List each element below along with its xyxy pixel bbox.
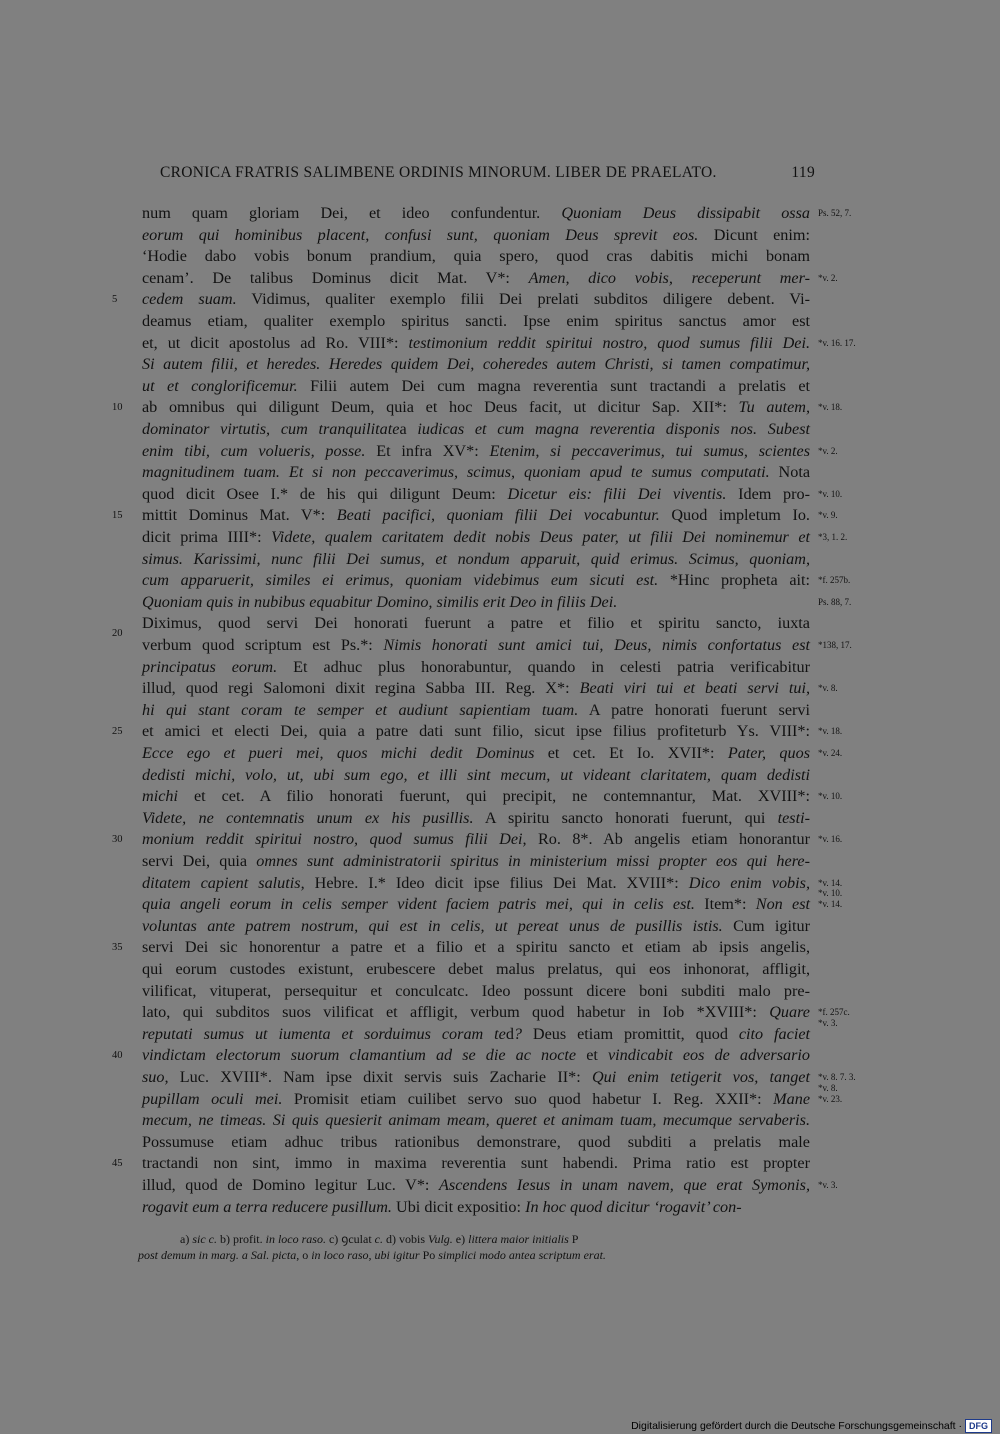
text-line: [142, 310, 810, 332]
text-run: magnitudinem tuam. Et si non peccaverimus, scimus, quoniam apud te sumus computati.: [142, 463, 770, 482]
text-run: et cet. A filio honorati fuerunt, qui precipit, ne contemnantur, Mat. XVIII*:: [177, 787, 810, 806]
text-line: [142, 245, 810, 267]
text-run: reputati sumus ut iumenta et sorduimus coram te: [142, 1024, 506, 1043]
text-line: [142, 224, 810, 246]
margin-reference: *v. 23.: [818, 1093, 843, 1104]
margin-reference: *138, 17.: [818, 640, 852, 650]
text-line: [142, 656, 810, 678]
margin-reference: *v. 3.: [818, 1018, 838, 1028]
digitization-credit: [631, 1419, 992, 1433]
text-run: d: [505, 1024, 514, 1043]
margin-reference: *v. 10.: [818, 791, 843, 802]
credit-text: Digitalisierung gefördert durch die Deutsche Forschungsgemeinschaft ·: [631, 1420, 962, 1432]
text-run: cedem suam.: [142, 290, 237, 309]
text-run: Ys. VIII*:: [726, 722, 810, 741]
margin-reference: *v. 16.: [818, 834, 843, 845]
line-number: 20: [112, 628, 123, 640]
text-run: ut et conglorificemur.: [142, 376, 298, 395]
text-run: Item*:: [694, 895, 756, 914]
line-number: 45: [112, 1158, 123, 1170]
text-run: Etenim, si peccaverimus, tui sumus, scientes: [489, 441, 810, 460]
margin-reference: Ps. 88, 7.: [818, 596, 852, 607]
text-line: [142, 807, 810, 829]
text-line: [142, 850, 810, 872]
text-run: deamus etiam, qualiter exemplo spiritus sancti. Ipse enim spiritus sanctus amor est: [142, 312, 810, 330]
text-run: Luc. XVIII*. Nam ipse dixit servis suis Zacharie II*:: [168, 1068, 592, 1086]
text-line: [142, 958, 810, 980]
text-run: quod dicit Osee I.* de his qui diligunt Deum:: [142, 484, 508, 503]
text-run: A spiritu sancto honorati fuerunt, qui: [473, 808, 778, 827]
margin-reference: *v. 2.: [818, 445, 838, 456]
text-run: cito faciet: [738, 1024, 810, 1043]
text-run: Quod impletum Io.: [659, 506, 810, 525]
text-line: [142, 634, 810, 656]
text-run: Videte, ne contemnatis unum ex his pusillis.: [142, 808, 474, 827]
text-run: servi Dei sic honorentur a patre et a filio et a spiritu sancto et etiam ab ipsis angelis,: [142, 938, 810, 957]
text-run: et cet. Et Io. XVII*:: [534, 744, 728, 762]
text-run: Tu autem,: [738, 398, 810, 417]
text-line: [142, 483, 810, 505]
text-run: Qui enim tetigerit vos, tanget: [591, 1068, 810, 1086]
text-run: Ro. 8*. Ab angelis etiam honorantur: [526, 830, 810, 849]
text-line: [142, 288, 810, 310]
text-run: suo,: [142, 1068, 169, 1086]
running-title: CRONICA FRATRIS SALIMBENE ORDINIS MINORUM. LIBER DE PRAELATO.: [160, 164, 717, 181]
margin-reference: *v. 24.: [818, 748, 843, 758]
text-run: c: [457, 981, 465, 1000]
text-run: ab omnibus qui diligunt Deum, quia et hoc Deus facit, ut dicitur Sap. XII*:: [142, 398, 739, 417]
text-run: c.: [374, 1232, 383, 1246]
text-run: num quam gloriam Dei, et ideo confundentur.: [142, 204, 562, 222]
text-line: [142, 677, 810, 699]
text-run: Beati viri tui et beati servi tui,: [579, 679, 810, 698]
text-run: Deus etiam promittit, quod: [522, 1024, 739, 1043]
text-run: dicit prima IIII*:: [142, 528, 272, 546]
margin-reference: *v. 10.: [818, 888, 843, 899]
text-line: [142, 872, 810, 894]
text-line: [142, 1066, 810, 1088]
text-run: b: [718, 722, 727, 741]
text-run: Cum igitur: [722, 916, 810, 935]
text-line: [142, 332, 810, 354]
text-run: Ecce ego et pueri mei, quos michi dedit Dominus: [142, 744, 535, 762]
text-run: principatus eorum.: [142, 657, 278, 676]
text-run: c) ꝯculat: [325, 1232, 375, 1246]
text-run: Non est: [755, 895, 810, 914]
text-run: Nota: [769, 463, 810, 482]
text-run: Dico enim vobis,: [688, 873, 810, 892]
text-run: hi qui stant coram te semper et audiunt sapientiam tuam.: [142, 700, 579, 719]
text-line: [142, 720, 810, 742]
text-run: et: [576, 1046, 608, 1065]
text-run: a): [180, 1232, 193, 1246]
text-run: voluntas ante patrem nostrum, qui est in celis, ut pereat unus de pusillis istis.: [142, 916, 723, 935]
text-run: Quoniam quis in nubibus equabitur Domino, similis erit Deo in filiis Dei.: [142, 592, 618, 611]
text-line: [142, 548, 810, 570]
text-run: cum apparuerit, similes ei erimus, quoniam videbimus eum sicuti est.: [142, 571, 659, 590]
text-line: [142, 1001, 810, 1023]
text-run: post demum in marg. a Sal. picta,: [138, 1248, 303, 1262]
text-run: illud, quod regi Salomoni dixit regina Sabba III. Reg. X*:: [142, 679, 580, 698]
text-run: Et infra XV*:: [365, 441, 490, 460]
margin-reference: *v. 8.: [818, 1082, 838, 1093]
text-run: Quare: [769, 1003, 810, 1022]
text-run: b) profit.: [216, 1232, 266, 1246]
text-line: [142, 980, 810, 1002]
margin-reference: *v. 3.: [818, 1180, 838, 1190]
text-run: rogavit eum a terra reducere pusillum.: [142, 1197, 392, 1216]
text-run: Dicetur eis: filii Dei viventis.: [507, 484, 727, 503]
text-run: cenam’. De talibus Dominus dicit Mat. V*:: [142, 268, 529, 287]
text-line: [142, 418, 810, 440]
text-run: vindictam electorum suorum clamantium ad se die ac nocte: [142, 1046, 577, 1065]
text-line: [142, 504, 810, 526]
text-run: dedisti michi, volo, ut, ubi sum ego, et illi sint mecum, ut videant claritatem, quam dedisti: [142, 765, 810, 784]
text-run: P: [568, 1232, 579, 1246]
margin-reference: *v. 14.: [818, 877, 843, 888]
text-run: ?: [513, 1024, 523, 1043]
text-run: e): [452, 1232, 469, 1246]
line-number: 40: [112, 1050, 123, 1062]
text-run: Possumus: [142, 1132, 207, 1151]
text-run: ditatem capient salutis,: [142, 873, 305, 892]
text-run: *Hinc propheta ait:: [658, 571, 810, 590]
footnote-line: [180, 1230, 578, 1247]
running-header: [160, 164, 815, 182]
text-run: illud, quod de Domino legitur Luc. V*:: [142, 1176, 439, 1194]
line-number: 10: [112, 402, 123, 414]
text-run: Idem pro-: [726, 484, 811, 503]
text-run: Vulg.: [428, 1232, 453, 1246]
text-run: eorum qui hominibus placent, confusi sunt, quoniam Deus sprevit eos.: [142, 225, 699, 244]
margin-reference: *v. 16. 17.: [818, 337, 856, 348]
text-run: etiam adhuc tribus rationibus demonstrare, quod subditi a prelatis male: [213, 1132, 810, 1151]
text-line: [142, 1023, 810, 1045]
text-run: mecum, ne timeas. Si quis quesierit animam meam, queret et animam tuam, mecumque servaberis.: [142, 1111, 810, 1130]
text-run: Ascendens Iesus in unam navem, que erat Symonis,: [439, 1176, 810, 1194]
text-run: Filii autem Dei cum magna reverentia sunt tractandi a prelatis et: [297, 376, 811, 395]
text-run: qui eorum custodes existunt, erubescere debet malus prelatus, qui eos inhonorat, affligit,: [142, 960, 810, 978]
text-run: Promisit etiam cuilibet servo suo quod habetur I. Reg. XXII*:: [282, 1089, 774, 1108]
text-run: pupillam oculi mei.: [142, 1089, 283, 1108]
line-number: 5: [112, 294, 118, 306]
text-run: simplici modo antea scriptum erat.: [438, 1248, 606, 1262]
text-line: [142, 461, 810, 483]
text-line: [142, 828, 810, 850]
text-run: A patre honorati fuerunt servi: [578, 700, 810, 719]
text-run: Pater, quos: [727, 744, 810, 762]
margin-reference: *3, 1. 2.: [818, 532, 848, 542]
text-line: [142, 936, 810, 958]
text-line: [142, 785, 810, 807]
text-run: enim tibi, cum volueris, posse.: [142, 441, 366, 460]
text-run: Si autem filii, et heredes. Heredes quidem Dei, coheredes autem Christi, si tamen compatimur,: [142, 355, 810, 374]
text-line: [142, 1131, 810, 1153]
text-run: littera maior initialis: [468, 1232, 569, 1246]
text-line: [142, 267, 810, 289]
text-line: [142, 353, 810, 375]
text-run: vilificat, vituperat, persequitur et conculcat: [142, 981, 458, 1000]
margin-reference: *f. 257c.: [818, 1007, 850, 1018]
text-line: [142, 440, 810, 462]
text-line: [142, 1152, 810, 1174]
text-run: Et adhuc plus honorabuntur, quando in celesti patria verificabitur: [277, 657, 810, 676]
text-run: et amici et electi Dei, quia a patre dati sunt filio, sicut ipse filius profitetur: [142, 722, 719, 741]
text-run: iudicas et cum magna reverentia disponis nos. Subest: [406, 420, 810, 438]
text-run: Po: [422, 1248, 439, 1262]
margin-reference: Ps. 52, 7.: [818, 208, 852, 218]
text-line: [142, 202, 810, 224]
text-line: [142, 569, 810, 591]
text-run: simus. Karissimi, nunc filii Dei sumus, et nondum apparuit, quid erimus. Scimus, quoniam,: [142, 549, 810, 568]
text-run: ‘Hodie dabo vobis bonum prandium, quia spero, quod cras dabitis michi bonam: [142, 247, 810, 266]
text-line: [142, 742, 810, 764]
text-line: [142, 699, 810, 721]
text-run: michi: [142, 787, 178, 806]
page-number: 119: [791, 164, 815, 181]
text-run: monium reddit spiritui nostro, quod sumus filii Dei,: [142, 830, 527, 849]
text-run: mittit Dominus Mat. V*:: [142, 506, 337, 525]
margin-reference: *v. 14.: [818, 899, 843, 910]
text-run: dominator virtutis, cum tranquilitate: [142, 420, 400, 438]
text-run: d) vobis: [383, 1232, 428, 1246]
footnote-line: [138, 1248, 606, 1263]
text-run: Nimis honorati sunt amici tui, Deus, nimis confortatus est: [383, 636, 810, 654]
text-line: [142, 375, 810, 397]
text-run: testi-: [777, 808, 810, 827]
text-run: Hebre. I.* Ideo dicit ipse filius Dei Mat. XVIII*:: [304, 873, 689, 892]
text-run: omnes sunt administratorii spiritus in ministerium missi propter eos qui here-: [256, 852, 810, 870]
text-line: [142, 1109, 810, 1131]
text-run: in loco raso.: [265, 1232, 326, 1246]
text-line: [142, 591, 810, 613]
margin-reference: *f. 257b.: [818, 575, 851, 586]
text-run: sic c.: [192, 1232, 217, 1246]
text-run: testimonium reddit spiritui nostro, quod sumus filii Dei.: [408, 333, 810, 352]
text-run: a: [399, 420, 407, 438]
line-number: 35: [112, 942, 123, 954]
text-line: [142, 612, 810, 634]
line-number: 30: [112, 834, 123, 846]
text-line: [142, 526, 810, 548]
text-line: [142, 764, 810, 786]
text-run: Vidimus, qualiter exemplo filii Dei prelati subditos diligere debent. Vi-: [236, 290, 810, 309]
dfg-logo: DFG: [965, 1419, 992, 1433]
text-line: [142, 915, 810, 937]
text-line: [142, 396, 810, 418]
text-run: servi Dei, quia: [142, 852, 257, 870]
text-run: In hoc quod dicitur ‘rogavit’ con-: [525, 1197, 742, 1216]
margin-reference: *v. 18.: [818, 402, 843, 413]
text-line: [142, 1044, 810, 1066]
text-run: . Ideo possunt dicere boni subditi malo pre-: [464, 981, 810, 1000]
margin-reference: *v. 8. 7. 3.: [818, 1072, 856, 1082]
margin-reference: *v. 8.: [818, 683, 838, 694]
margin-reference: *v. 18.: [818, 726, 843, 737]
text-run: Diximus, quod servi Dei honorati fuerunt a patre et filio et spiritu sancto, iuxta: [142, 614, 810, 633]
text-run: Videte, qualem caritatem dedit nobis Deus pater, ut filii Dei nominemur et: [271, 528, 810, 546]
text-run: Mane: [773, 1089, 811, 1108]
text-run: verbum quod scriptum est Ps.*:: [142, 636, 384, 654]
margin-reference: *v. 9.: [818, 510, 838, 521]
text-run: Dicunt enim:: [698, 225, 810, 244]
text-run: Amen, dico vobis, receperunt mer-: [528, 268, 810, 287]
text-line: [142, 893, 810, 915]
text-line: [142, 1088, 810, 1110]
text-run: Quoniam Deus dissipabit ossa: [561, 204, 810, 222]
text-run: e: [206, 1132, 214, 1151]
text-run: vindicabit eos de adversario: [607, 1046, 811, 1065]
text-run: Beati pacifici, quoniam filii Dei vocabuntur.: [336, 506, 660, 525]
text-run: quia angeli eorum in celis semper vident faciem patris mei, qui in celis est.: [142, 895, 695, 914]
text-run: lato, qui subditos suos vilificat et affligit, verbum quod habetur in Iob *XVIII*:: [142, 1003, 770, 1022]
text-run: in loco raso, ubi igitur: [311, 1248, 423, 1262]
text-line: [142, 1174, 810, 1196]
text-run: tractandi non sint, immo in maxima reverentia sunt habendi. Prima ratio est propter: [142, 1154, 810, 1173]
margin-reference: *v. 10.: [818, 488, 843, 499]
text-line: [142, 1196, 810, 1218]
line-number: 25: [112, 726, 123, 738]
line-number: 15: [112, 510, 123, 522]
text-run: o: [302, 1248, 312, 1262]
text-run: Ubi dicit expositio:: [391, 1197, 526, 1216]
margin-reference: *v. 2.: [818, 272, 838, 283]
text-run: et, ut dicit apostolus ad Ro. VIII*:: [142, 333, 409, 352]
